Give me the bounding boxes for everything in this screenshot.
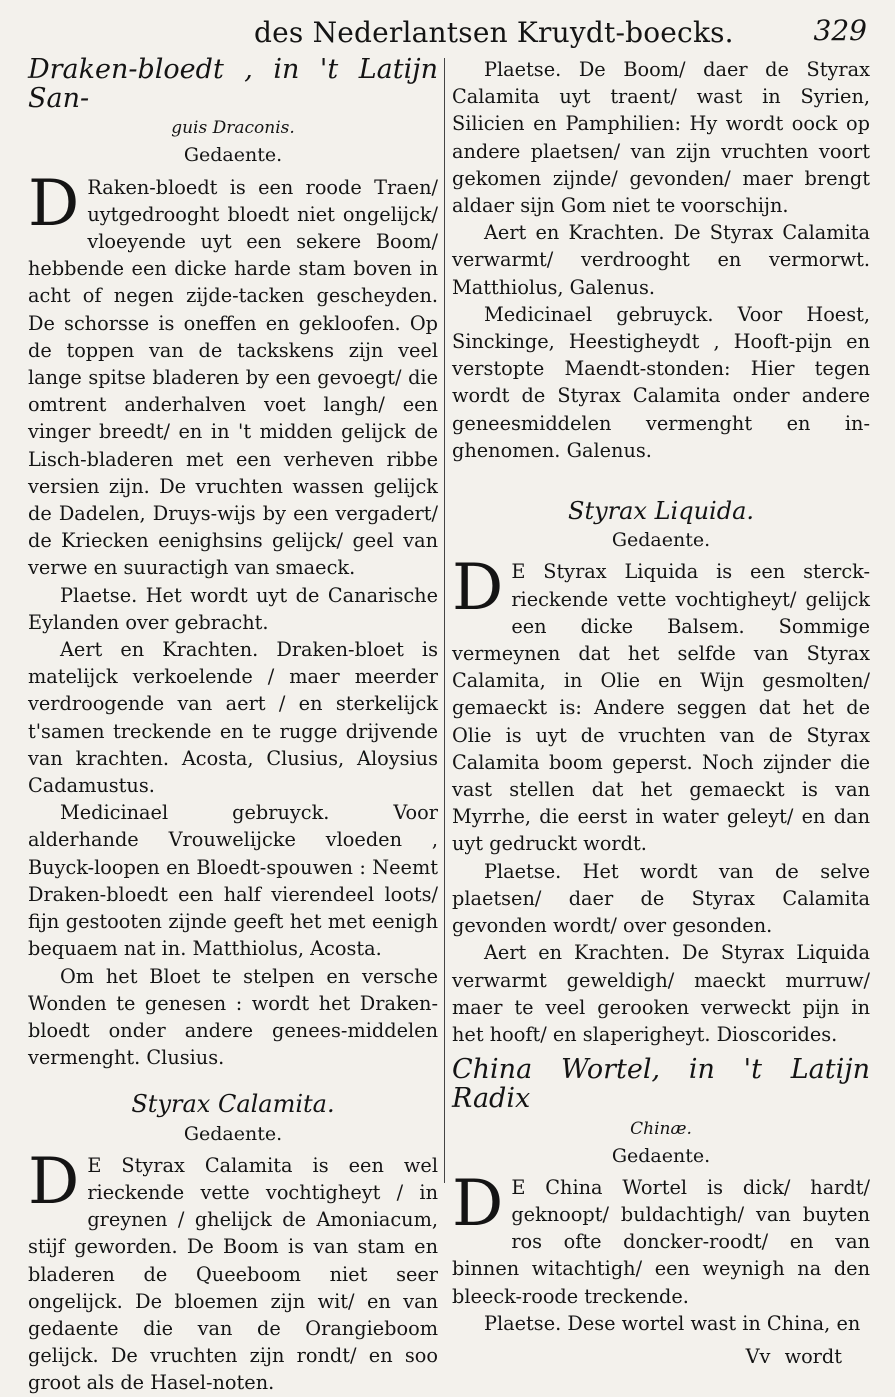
- drop-cap-china: D: [452, 1166, 504, 1241]
- page-number: 329: [813, 14, 867, 47]
- styrax-calamita-plaetse: Plaetse. De Boom/ daer de Styrax Calamita uyt traent/ wast in Syrien, Silicien en Pamphilien: Hy wordt oock op andere plaetsen/ van zijn vruchten voort gekomen zijnde/ gevonden/ maer brengt aldaer sijn Gom niet te voorschijn.: [452, 58, 870, 218]
- section-gedaente-1: Gedaente.: [183, 144, 283, 167]
- styrax-liquida-description-text: E Styrax Liquida is een sterck-rieckende vette vochtigheyt/ gelijck een dicke Balsem. Sommige vermeynen dat het selfde van Styrax Calamita, in Olie en Wijn gesmolten/ gemaeckt is: Andere seggen dat het de Olie is uyt de vruchten van de Styrax Calamita boom geperst. Noch zijnder die vast stellen dat het gemaeckt is van Myrrhe, die eerst in water geleyt/ en dan uyt gedruckt wordt.: [452, 560, 870, 856]
- styrax-liquida-title: Styrax Liquida.: [568, 497, 754, 526]
- left-column: [28, 56, 438, 1397]
- styrax-calamita-description-text: E Styrax Calamita is een wel rieckende vette vochtigheyt / in greynen / ghelijck de Amoniacum, stijf geworden. De Boom is van stam en bladeren de Queeboom niet seer ongelijck. De bloemen zijn wit/ en van gedaente die van de Orangieboom gelijck. De vruchten zijn rondt/ en soo groot als de Hasel-noten.: [28, 1153, 438, 1395]
- drop-cap-styrax-liquida: D: [452, 551, 504, 626]
- column-divider: [444, 58, 445, 1183]
- draken-medicinael: Medicinael gebruyck. Voor alderhande Vrouwelijcke vloeden , Buyck-loopen en Bloedt-spouwen : Neemt Draken-bloedt een half vierendeel loots/ fijn gestooten zijnde geeft het met eenigh bequaem nat in. Matthiolus, Acosta.: [28, 801, 438, 961]
- drop-cap-draken: D: [28, 166, 80, 241]
- draken-description-text: Raken-bloedt is een roode Traen/ uytgedrooght bloedt niet ongelijck/ vloeyende uyt een sekere Boom/ hebbende een dicke harde stam boven in acht of negen zijde-tacken gescheyden. De schorsse is oneffen en gekloofen. Op de toppen van de tackskens zijn veel lange spitse bladeren by een gevoegt/ die omtrent anderhalven voet langh/ een vinger breedt/ en in 't midden gelijck de Lisch-bladeren met een verheven ribbe versien zijn. De vruchten wassen gelijck de Dadelen, Druys-wijs by een vergadert/ de Kriecken eenighsins gelijck/ geel van verwe en suuractigh van smaeck.: [28, 175, 438, 580]
- china-heading: [452, 1056, 870, 1140]
- drop-cap-styrax-calamita: D: [28, 1144, 80, 1219]
- styrax-calamita-medicinael: Medicinael gebruyck. Voor Hoest, Sinckinge, Heestigheydt , Hooft-pijn en verstopte Maendt-stonden: Hier tegen wordt de Styrax Calamita onder andere geneesmiddelen vermenght en in-ghenomen. Galenus.: [452, 302, 870, 462]
- section-gedaente-2: Gedaente.: [183, 1122, 283, 1145]
- right-column: [452, 56, 870, 1370]
- china-heading-sub: Chinæ.: [630, 1118, 692, 1139]
- section-gedaente-3: Gedaente.: [611, 529, 711, 552]
- styrax-calamita-description: [28, 1144, 438, 1397]
- styrax-calamita-aert: Aert en Krachten. De Styrax Calamita verwarmt/ verdrooght en vermorwt. Matthiolus, Galenus.: [452, 221, 870, 299]
- styrax-calamita-title: Styrax Calamita.: [131, 1090, 335, 1119]
- styrax-liquida-aert: Aert en Krachten. De Styrax Liquida verwarmt geweldigh/ maeckt murruw/ maer te veel gerooken verweckt pijn in het hooft/ en slaperigheyt. Dioscorides.: [452, 941, 870, 1046]
- draken-plaetse: Plaetse. Het wordt uyt de Canarische Eylanden over gebracht.: [28, 583, 438, 634]
- draken-om: Om het Bloet te stelpen en versche Wonden te genesen : wordt het Draken-bloedt onder andere genees-middelen vermenght. Clusius.: [28, 964, 438, 1070]
- page-header: [0, 14, 895, 52]
- styrax-liquida-description: [452, 551, 870, 857]
- section-gedaente-4: Gedaente.: [611, 1144, 711, 1167]
- styrax-liquida-plaetse: Plaetse. Het wordt van de selve plaetsen/ daer de Styrax Calamita gevonden wordt/ over gesonden.: [452, 859, 870, 938]
- draken-heading: [28, 56, 438, 140]
- draken-aert: Aert en Krachten. Draken-bloet is matelijck verkoelende / maer meerder verdroogende van aert / en sterkelijck t'samen treckende en te rugge drijvende van krachten. Acosta, Clusius, Aloysius Cadamustus.: [28, 638, 438, 798]
- china-description-text: E China Wortel is dick/ hardt/ geknoopt/ buldachtigh/ van buyten ros ofte doncker-roodt/ en van binnen witachtigh/ een weynigh na den bleeck-roode treckende.: [452, 1175, 870, 1308]
- draken-description: [28, 166, 438, 582]
- spacer: [28, 1071, 438, 1091]
- china-plaetse: Plaetse. Dese wortel wast in China, en: [484, 1311, 861, 1335]
- draken-heading-sub: guis Draconis.: [171, 118, 295, 139]
- draken-heading-text: Draken-bloedt , in 't Latijn San-: [28, 54, 438, 115]
- spacer: [452, 464, 870, 498]
- catchword: Vv wordt: [745, 1344, 842, 1368]
- running-title: des Nederlantsen Kruydt-boecks.: [254, 16, 734, 49]
- china-description: [452, 1166, 870, 1310]
- china-heading-text: China Wortel, in 't Latijn Radix: [452, 1054, 870, 1115]
